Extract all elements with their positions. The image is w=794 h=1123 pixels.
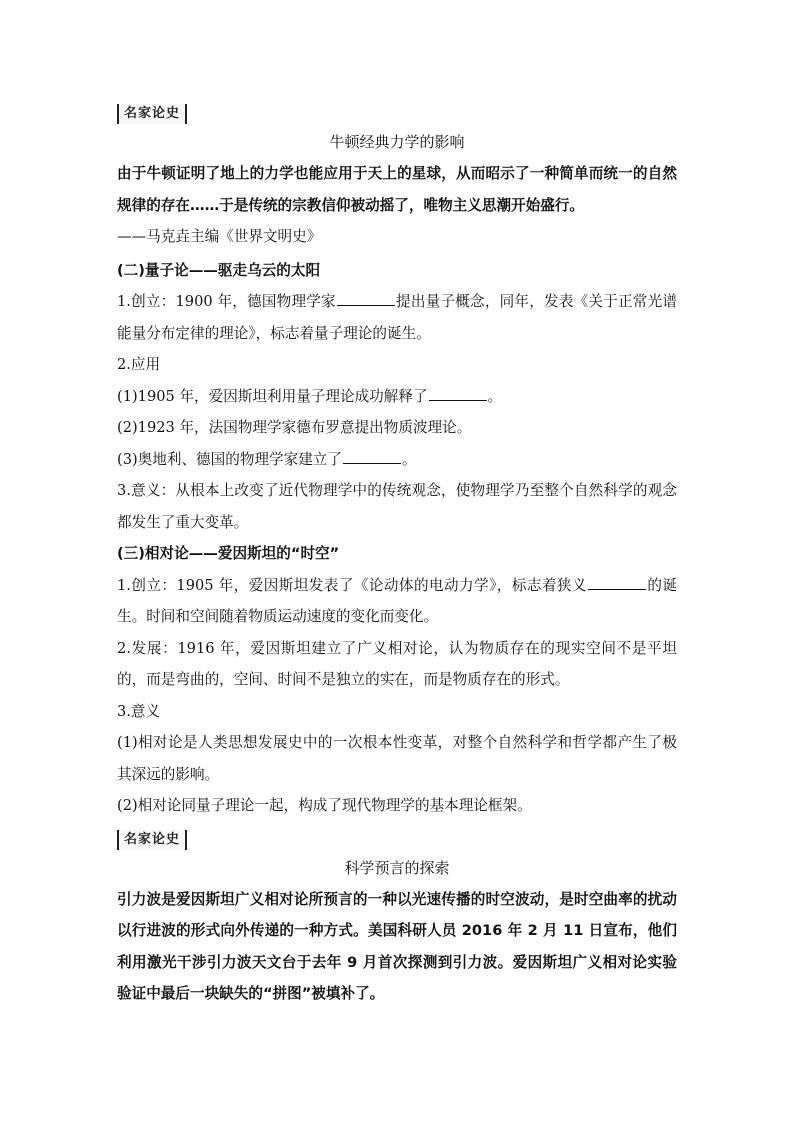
paragraph: (2)相对论同量子理论一起，构成了现代物理学的基本理论框架。 <box>117 797 532 814</box>
section-tag: 名家论史 <box>117 104 187 124</box>
quote-text: 引力波是爱因斯坦广义相对论所预言的一种以光速传播的时空波动，是时空曲率的扰动以行进波的形式向外传递的一种方式。美国科研人员 2016 年 2 月 11 日宣布，他们利用激光干涉引力波天文台于去年 9 月首次探测到引力波。爱因斯坦广义相对论实验验证中最后一块缺失的“拼图”被填补了。 <box>117 890 677 1002</box>
fill-blank <box>337 291 395 306</box>
history-note-box-2 <box>117 822 677 1010</box>
paragraph <box>117 381 677 413</box>
paragraph: (1)相对论是人类思想发展史中的一次根本性变革，对整个自然科学和哲学都产生了极其深远的影响。 <box>117 734 677 783</box>
text-fragment: 1.创立：1900 年，德国物理学家 <box>117 293 336 310</box>
paragraph <box>117 286 677 349</box>
note-title: 牛顿经典力学的影响 <box>329 133 465 151</box>
section-heading: (三)相对论——爱因斯坦的“时空” <box>117 545 340 562</box>
history-note-box-1 <box>117 96 677 253</box>
section-heading: (二)量子论——驱走乌云的太阳 <box>117 261 321 279</box>
text-fragment: (1)1905 年，爱因斯坦利用量子理论成功解释了 <box>117 387 428 405</box>
text-fragment: 。 <box>487 387 503 405</box>
text-fragment: 提出量子概念，同年，发表《关于正常光谱能量分布定律的理论》，标志着量子理论的诞生。 <box>117 293 677 342</box>
paragraph: 3.意义 <box>117 702 161 720</box>
document-page <box>117 96 677 1010</box>
paragraph: 2.应用 <box>117 356 161 373</box>
text-fragment: 的诞生。时间和空间随着物质运动速度的变化而变化。 <box>117 576 677 625</box>
section-tag: 名家论史 <box>117 830 187 850</box>
quote-source: ——马克垚主编《世界文明史》 <box>117 228 322 245</box>
fill-blank <box>588 575 646 590</box>
paragraph: 3.意义：从根本上改变了近代物理学中的传统观念，使物理学乃至整个自然科学的观念都发生了重大变革。 <box>117 482 677 531</box>
relativity-section <box>117 538 677 822</box>
quantum-theory-section <box>117 255 677 539</box>
quote-text: 由于牛顿证明了地上的力学也能应用于天上的星球，从而昭示了一种简单而统一的自然规律的存在……于是传统的宗教信仰被动摇了，唯物主义思潮开始盛行。 <box>117 165 677 214</box>
text-fragment: 1.创立：1905 年，爱因斯坦发表了《论动体的电动力学》，标志着狭义 <box>117 576 587 594</box>
fill-blank <box>429 386 487 401</box>
fill-blank <box>343 449 401 464</box>
paragraph: (2)1923 年，法国物理学家德布罗意提出物质波理论。 <box>117 419 472 436</box>
text-fragment: (3)奥地利、德国的物理学家建立了 <box>117 450 342 468</box>
paragraph <box>117 570 677 633</box>
paragraph: 2.发展：1916 年，爱因斯坦建立了广义相对论，认为物质存在的现实空间不是平坦的，而是弯曲的，空间、时间不是独立的实在，而是物质存在的形式。 <box>117 639 677 688</box>
paragraph <box>117 444 677 476</box>
text-fragment: 。 <box>402 450 417 468</box>
note-title: 科学预言的探索 <box>344 858 450 877</box>
